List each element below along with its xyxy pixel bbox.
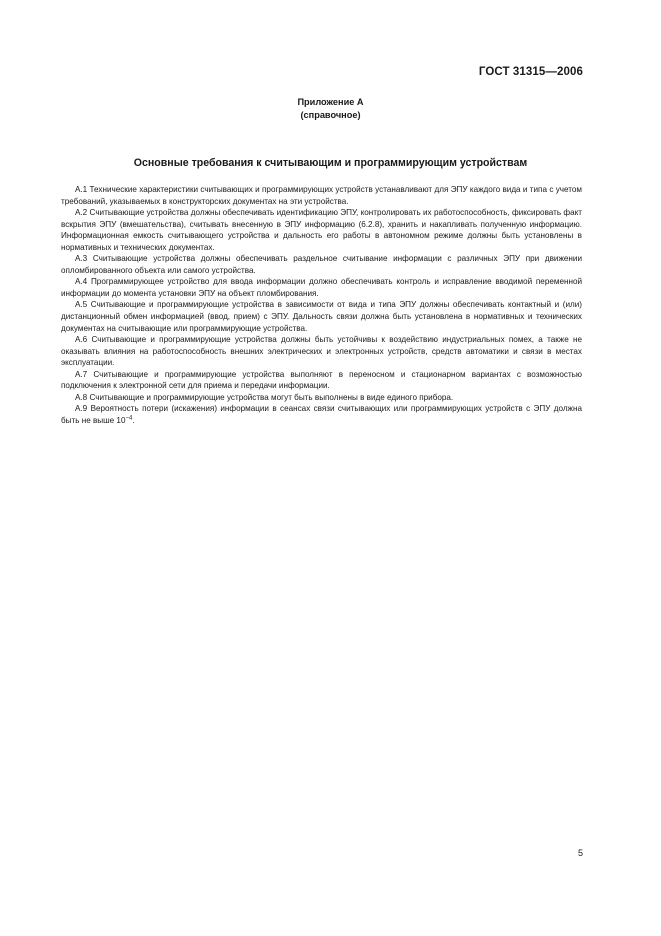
paragraph-number: А.4 [75,277,88,287]
appendix-title: Приложение А [297,97,364,107]
exponent: −4 [125,415,133,422]
paragraph [61,253,582,276]
paragraph-text: Считывающие и программирующие устройства должны быть устойчивы к воздействию индустриальных помех, а также не оказывать влияния на работоспособность внешних электрических и электронных устройств, средств автоматики и связи в местах эксплуатации. [61,335,582,368]
paragraph-text: Считывающие и программирующие устройства выполняют в переносном и стационарном вариантах с возможностью подключения к электронной сети для приема и передачи информации. [61,369,582,391]
paragraph-number: А.8 [75,392,88,402]
paragraph [61,334,582,369]
paragraph [61,207,582,253]
paragraph [61,403,582,426]
paragraph [61,299,582,334]
paragraph-number: А.3 [75,254,88,264]
paragraph-tail: . [132,415,135,425]
paragraph [61,369,582,392]
paragraph-number: А.2 [75,208,88,218]
paragraph-text: Технические характеристики считывающих и программирующих устройств устанавливают для ЭПУ каждого вида и типа с учетом требований, указываемых в конструкторских документах на эти устройства. [61,185,582,206]
paragraph-text: Программирующее устройство для ввода информации должно обеспечивать контроль и исправление вводимой переменной информации до момента установки ЭПУ на объект пломбирования. [61,277,583,298]
paragraph-number: А.6 [75,335,88,345]
paragraph-text: Считывающие и программирующие устройства в зависимости от вида и типа ЭПУ должны обеспечивать контактный и (или) дистанционный обмен информацией (ввод, прием) с ЭПУ. Дальность связи должна быть установлена в нормативных и технических документах на считывающие или программирующие устройства. [61,300,582,333]
paragraph-number: А.1 [75,185,88,194]
paragraph [61,184,582,207]
document-body [61,184,582,426]
page-number: 5 [577,848,583,858]
document-code: ГОСТ 31315—2006 [478,66,583,78]
paragraph-text: Считывающие и программирующие устройства могут быть выполнены в виде единого прибора. [89,392,454,402]
paragraph-text: Считывающие устройства должны обеспечивать идентификацию ЭПУ, контролировать их работоспособность, фиксировать факт вскрытия ЭПУ (вмешательства), считывать внесенную в ЭПУ информацию (6.2.8), хранить и накапливать полученную информацию. Информационная емкость считывающего устройства и дальность его работы в автономном режиме должны быть установлены в нормативных и технических документах. [61,208,582,252]
section-heading: Основные требования к считывающим и программирующим устройствам [133,157,528,169]
paragraph [61,276,582,299]
paragraph-number: А.7 [75,369,88,379]
appendix-note: (справочное) [300,110,361,120]
appendix-label [0,96,661,122]
paragraph-text: Вероятность потери (искажения) информации в сеансах связи считывающих или программирующих устройств с ЭПУ должна быть не выше 10 [61,404,582,425]
paragraph-number: А.5 [75,300,88,310]
paragraph-text: Считывающие устройства должны обеспечивать раздельное считывание информации с различных ЭПУ при движении опломбированного объекта или самого устройства. [61,254,582,275]
paragraph [61,392,582,404]
paragraph-number: А.9 [75,404,88,414]
